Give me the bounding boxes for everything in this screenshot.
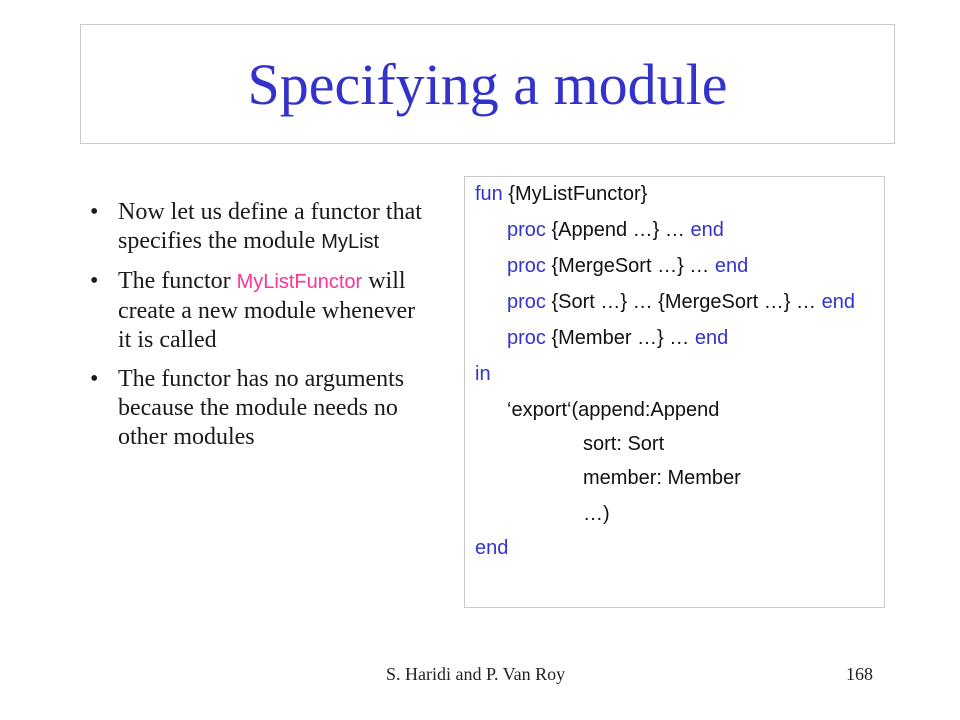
code-line — [583, 503, 610, 526]
code-keyword: proc — [507, 219, 546, 241]
code-text: {MergeSort …} … — [545, 255, 715, 277]
bullet-item — [84, 198, 434, 257]
code-line — [507, 291, 855, 314]
code-text: {Member …} … — [545, 327, 695, 349]
bullet-code: MyList — [321, 231, 380, 253]
code-keyword: proc — [507, 291, 546, 313]
code-text: ‘export‘(append:Append — [507, 399, 720, 421]
code-line — [507, 327, 728, 350]
code-line — [583, 433, 664, 456]
title-box — [80, 24, 895, 144]
bullet-item — [84, 267, 434, 355]
code-keyword: fun — [475, 183, 503, 205]
code-text: {MyListFunctor} — [502, 183, 648, 205]
code-text: {Sort …} … {MergeSort …} … — [545, 291, 822, 313]
slide-title: Specifying a module — [247, 51, 728, 117]
code-text: {Append …} … — [545, 219, 691, 241]
bullet-dot-icon: • — [90, 199, 99, 225]
bullet-text: The functor — [118, 268, 237, 294]
code-keyword: end — [690, 219, 724, 241]
code-keyword: end — [694, 327, 729, 349]
bullet-list — [84, 198, 434, 462]
bullet-item — [84, 365, 434, 452]
bullet-text: will create a new module whenever it is called — [118, 268, 416, 353]
bullet-text: Now let us define a functor that specifies the module — [118, 199, 422, 254]
code-keyword: end — [714, 255, 749, 277]
bullet-dot-icon: • — [90, 268, 99, 294]
code-line — [475, 183, 647, 206]
code-keyword: proc — [507, 255, 546, 277]
code-text: member: Member — [583, 467, 741, 489]
code-line — [507, 219, 724, 242]
code-keyword: proc — [507, 327, 546, 349]
page-number: 168 — [846, 664, 873, 684]
code-line — [507, 399, 719, 422]
code-line — [583, 467, 741, 490]
code-line — [475, 537, 508, 560]
code-line — [475, 363, 491, 386]
code-line — [507, 255, 748, 278]
bullet-code-highlight: MyListFunctor — [236, 271, 363, 293]
code-keyword: end — [821, 291, 855, 313]
bullet-dot-icon: • — [90, 366, 99, 392]
code-box — [464, 176, 885, 608]
code-keyword: end — [475, 537, 509, 559]
code-keyword: in — [475, 363, 491, 385]
bullet-text: The functor has no arguments because the module needs no other modules — [118, 366, 405, 450]
code-text: sort: Sort — [583, 433, 665, 455]
code-text: …) — [583, 503, 610, 525]
footer-author: S. Haridi and P. Van Roy — [386, 664, 566, 684]
